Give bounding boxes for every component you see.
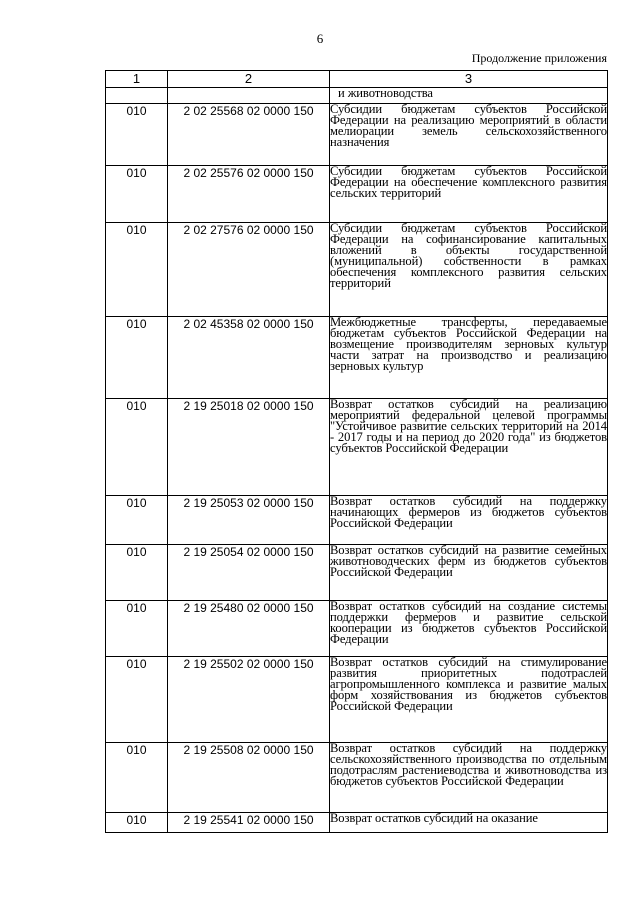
column-header: 2 <box>168 71 330 88</box>
revenue-name-cell: Возврат остатков субсидий на реализацию мероприятий федеральной целевой программы "Устойчивое развитие сельских территорий на 2014 - 2017 годы и на период до 2020 года" из бюджетов субъектов Российской Федерации <box>330 399 608 496</box>
revenue-name-cell: Возврат остатков субсидий на развитие семейных животноводческих ферм из бюджетов субъектов Российской Федерации <box>330 545 608 601</box>
budget-classification-code-cell: 2 19 25053 02 0000 150 <box>168 496 330 545</box>
admin-code-cell: 010 <box>106 813 168 833</box>
revenue-name-cell: Возврат остатков субсидий на стимулирование развития приоритетных подотраслей агропромышленного комплекса и развитие малых форм хозяйствования из бюджетов субъектов Российской Федерации <box>330 657 608 743</box>
revenue-name-cell: Возврат остатков субсидий на оказание <box>330 813 608 833</box>
admin-code-cell: 010 <box>106 657 168 743</box>
appendix-continuation-note: Продолжение приложения <box>471 51 607 65</box>
budget-classification-code-cell: 2 19 25480 02 0000 150 <box>168 601 330 657</box>
admin-code-cell: 010 <box>106 496 168 545</box>
admin-code-cell: 010 <box>106 399 168 496</box>
admin-code-cell: 010 <box>106 166 168 223</box>
continuation-text: и животноводства <box>330 88 608 104</box>
revenue-name-cell: Межбюджетные трансферты, передаваемые бюджетам субъектов Российской Федерации на возмещение производителям зерновых культур части затрат на производство и реализацию зерновых культур <box>330 317 608 399</box>
budget-classification-code-cell: 2 19 25502 02 0000 150 <box>168 657 330 743</box>
table-row <box>106 496 608 545</box>
table-row <box>106 601 608 657</box>
column-header: 1 <box>106 71 168 88</box>
budget-classification-code-cell: 2 02 25576 02 0000 150 <box>168 166 330 223</box>
table-row <box>106 545 608 601</box>
admin-code-cell: 010 <box>106 601 168 657</box>
page-number: 6 <box>316 31 324 46</box>
budget-classification-code-cell: 2 02 25568 02 0000 150 <box>168 104 330 166</box>
table-header-row <box>106 71 608 88</box>
table-row <box>106 317 608 399</box>
column-header: 3 <box>330 71 608 88</box>
budget-classification-code-cell: 2 02 27576 02 0000 150 <box>168 223 330 317</box>
table-row <box>106 166 608 223</box>
admin-code-cell: 010 <box>106 743 168 813</box>
table-row <box>106 657 608 743</box>
admin-code-cell: 010 <box>106 545 168 601</box>
budget-classification-code-cell: 2 02 45358 02 0000 150 <box>168 317 330 399</box>
revenue-name-cell: Субсидии бюджетам субъектов Российской Федерации на обеспечение комплексного развития сельских территорий <box>330 166 608 223</box>
admin-code-cell: 010 <box>106 223 168 317</box>
revenue-codes-table <box>105 70 608 833</box>
table-row <box>106 104 608 166</box>
budget-classification-code-cell: 2 19 25018 02 0000 150 <box>168 399 330 496</box>
revenue-name-cell: Возврат остатков субсидий на поддержку начинающих фермеров из бюджетов субъектов Российской Федерации <box>330 496 608 545</box>
table-row <box>106 813 608 833</box>
revenue-name-cell: Субсидии бюджетам субъектов Российской Федерации на софинансирование капитальных вложений в объекты государственной (муниципальной) собственности в рамках обеспечения комплексного развития сельских территорий <box>330 223 608 317</box>
revenue-name-cell: Субсидии бюджетам субъектов Российской Федерации на реализацию мероприятий в области мелиорации земель сельскохозяйственного назначения <box>330 104 608 166</box>
table-row <box>106 223 608 317</box>
budget-classification-code-cell: 2 19 25508 02 0000 150 <box>168 743 330 813</box>
table-cell <box>168 88 330 104</box>
table-row <box>106 399 608 496</box>
admin-code-cell: 010 <box>106 317 168 399</box>
budget-classification-code-cell: 2 19 25541 02 0000 150 <box>168 813 330 833</box>
admin-code-cell: 010 <box>106 104 168 166</box>
revenue-name-cell: Возврат остатков субсидий на поддержку сельскохозяйственного производства по отдельным подотраслям растениеводства и животноводства из бюджетов субъектов Российской Федерации <box>330 743 608 813</box>
table-cell <box>106 88 168 104</box>
revenue-name-cell: Возврат остатков субсидий на создание системы поддержки фермеров и развитие сельской кооперации из бюджетов субъектов Российской Федерации <box>330 601 608 657</box>
table-row <box>106 743 608 813</box>
budget-classification-code-cell: 2 19 25054 02 0000 150 <box>168 545 330 601</box>
